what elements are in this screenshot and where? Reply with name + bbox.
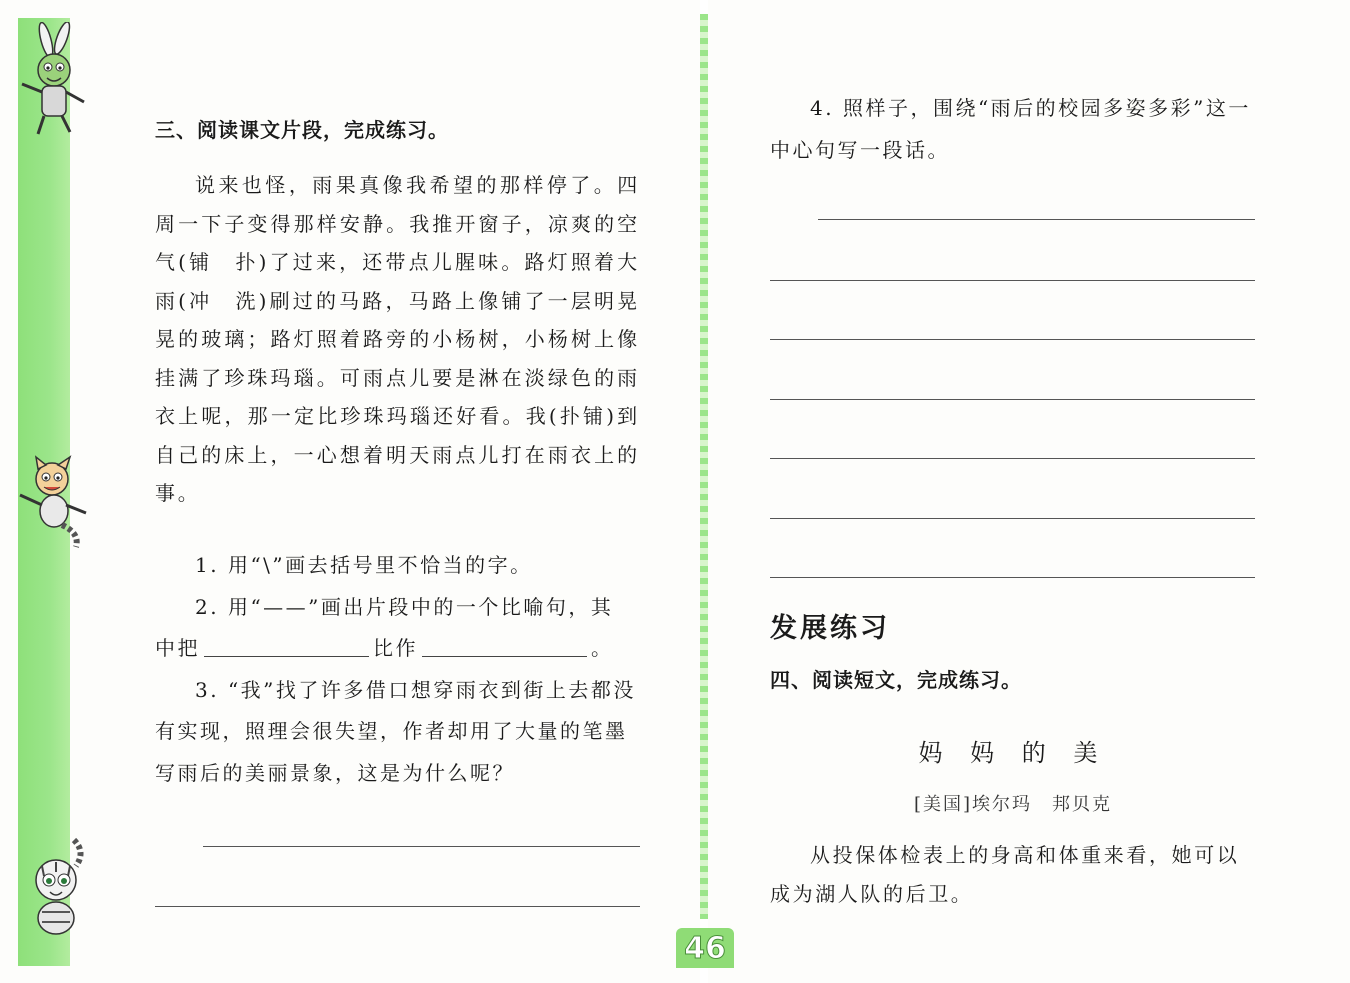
question-4: 4. 照样子，围绕“雨后的校园多姿多彩”这一中心句写一段话。 (770, 96, 1251, 162)
page-spine (700, 14, 708, 919)
section-4-title: 四、阅读短文，完成练习。 (770, 668, 1022, 692)
rabbit-icon (14, 22, 92, 142)
answer-line-q3-2[interactable] (155, 906, 640, 907)
story-author: [美国]埃尔玛 邦贝克 (913, 794, 1113, 815)
question-1: 1. 用“\”画去括号里不恰当的字。 (195, 553, 533, 577)
answer-line-q4-6[interactable] (770, 518, 1255, 519)
development-practice-title: 发展练习 (770, 613, 890, 644)
answer-line-q4-3[interactable] (770, 339, 1255, 340)
q2-blank-2[interactable] (422, 634, 587, 657)
question-3: 3. “我”找了许多借口想穿雨衣到街上去都没有实现，照理会很失望，作者却用了大量的笔墨写雨后的美丽景象，这是为什么呢？ (155, 677, 636, 785)
tiger-icon (14, 832, 94, 942)
q2-text-part-2: 比作 (373, 636, 418, 660)
section-3-title: 三、阅读课文片段，完成练习。 (155, 118, 449, 142)
q2-blank-1[interactable] (204, 634, 369, 657)
answer-line-q4-4[interactable] (770, 399, 1255, 400)
answer-line-q4-1[interactable] (818, 219, 1255, 220)
page-number: 46 (676, 928, 734, 968)
story-title: 妈 妈 的 美 (918, 739, 1108, 767)
passage-text: 说来也怪，雨果真像我希望的那样停了。四周一下子变得那样安静。我推开窗子，凉爽的空气(铺 扑)了过来，还带点儿腥味。路灯照着大雨(冲 洗)刷过的马路，马路上像铺了一层明晃晃的玻璃；路灯照着路旁的小杨树，小杨树上像挂满了珍珠玛瑙。可雨点儿要是淋在淡绿色的雨衣上呢，那一定比珍珠玛瑙还好看。我(扑铺)到自己的床上，一心想着明天雨点儿打在雨衣上的事。 (155, 173, 640, 505)
answer-line-q4-7[interactable] (770, 577, 1255, 578)
question-2-line-2 (155, 628, 640, 670)
question-2-line-1: 2. 用“——”画出片段中的一个比喻句，其 (195, 594, 614, 619)
answer-line-q4-2[interactable] (770, 280, 1255, 281)
q2-text-end: 。 (591, 636, 614, 660)
reading-passage (155, 166, 640, 513)
answer-line-q4-5[interactable] (770, 458, 1255, 459)
questions-block (155, 545, 640, 794)
answer-line-q3-1[interactable] (203, 846, 640, 847)
q2-text-part-1: 中把 (155, 636, 200, 660)
story-text (770, 836, 1256, 914)
cat-icon (14, 455, 94, 550)
story-paragraph: 从投保体检表上的身高和体重来看，她可以成为湖人队的后卫。 (770, 843, 1240, 906)
question-4-block (770, 88, 1256, 171)
